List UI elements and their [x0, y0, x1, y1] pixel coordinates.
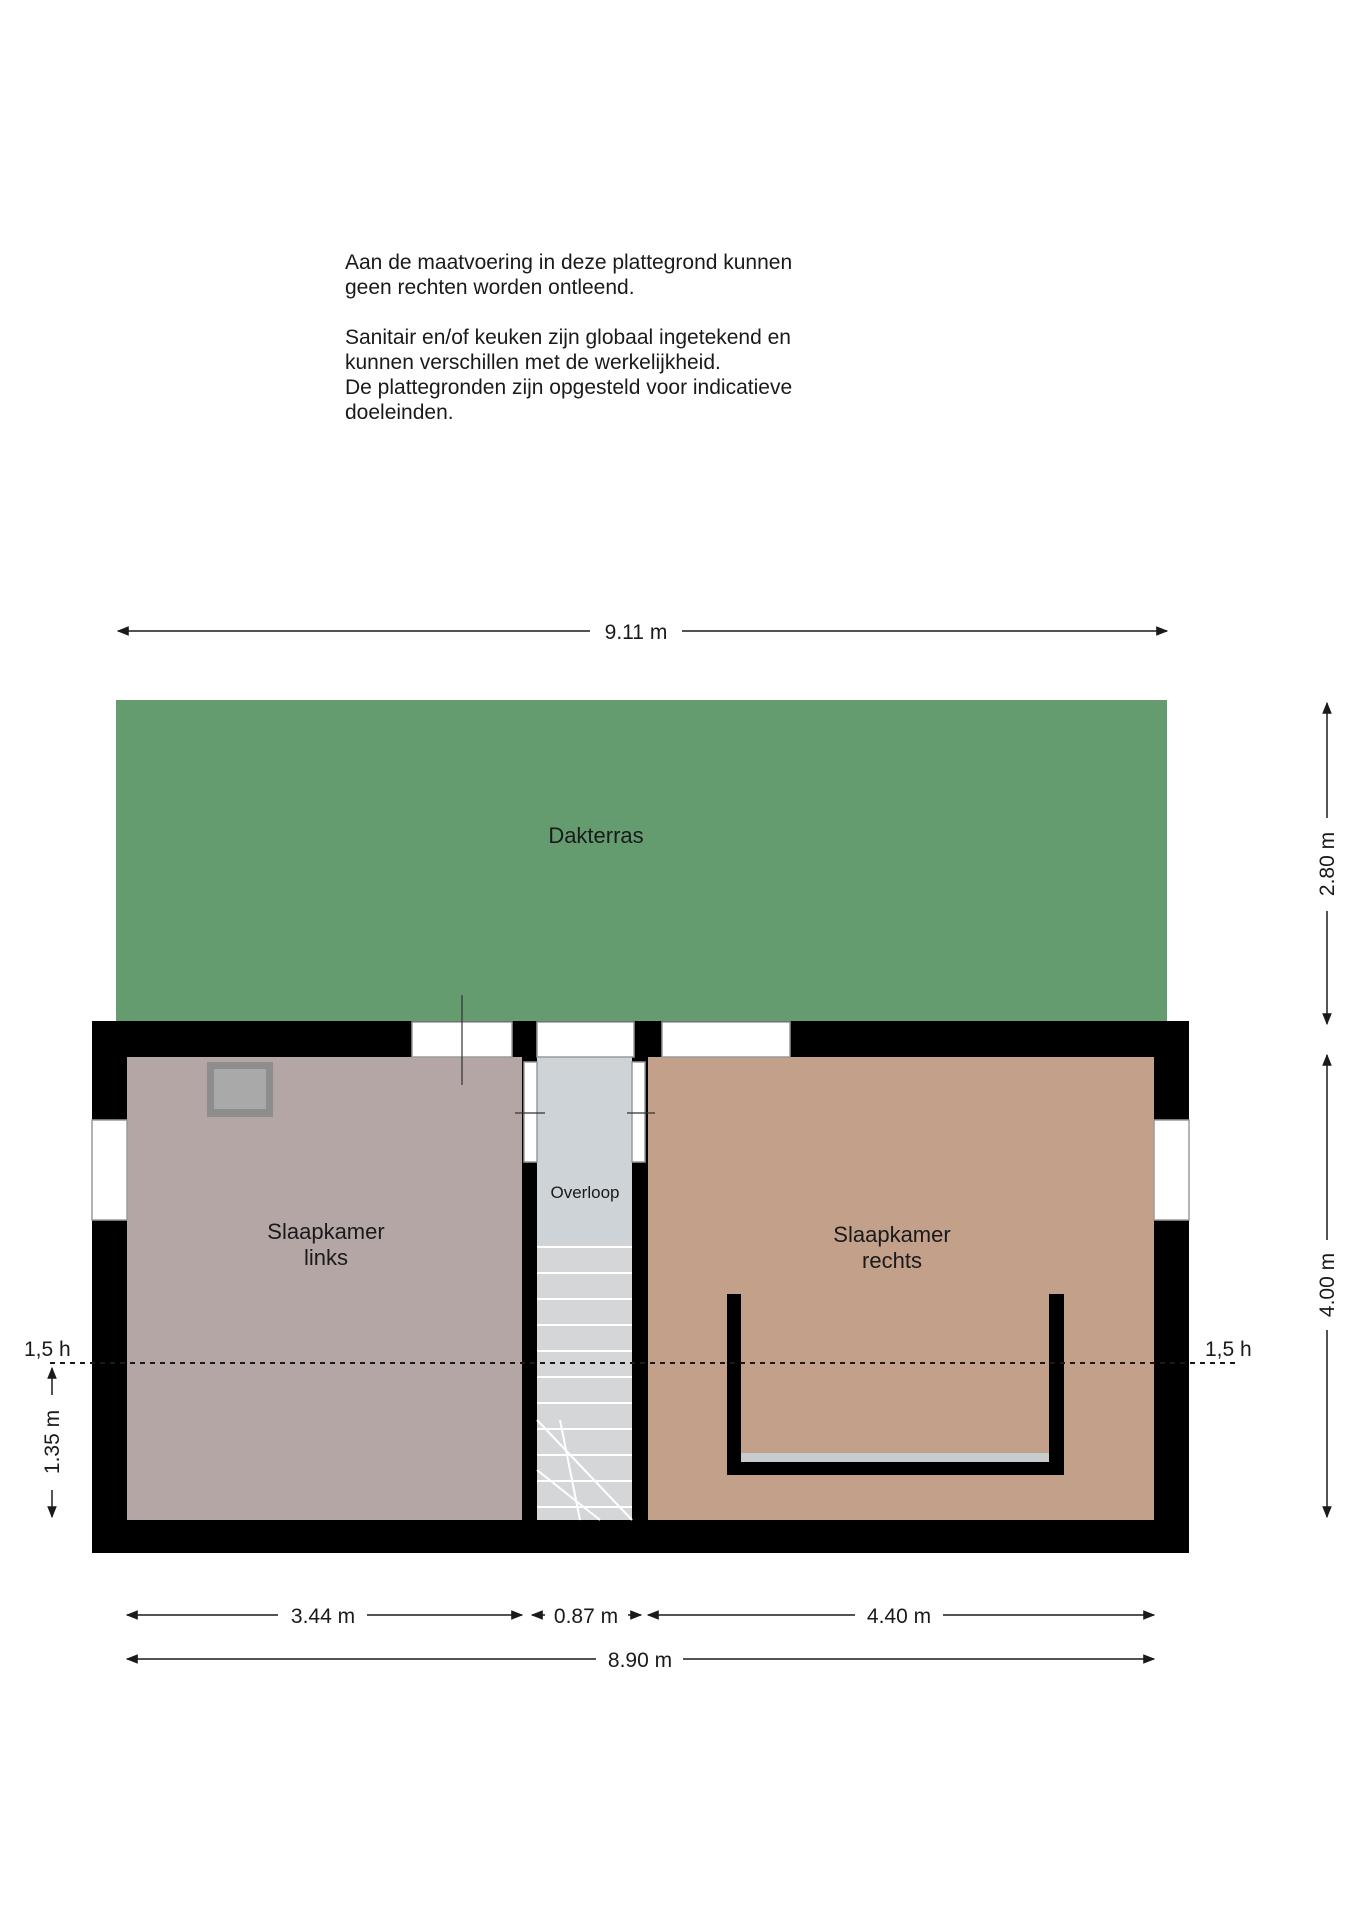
disclaimer-paragraph-1: Aan de maatvoering in deze plattegrond kunnen geen rechten worden ontleend.: [345, 251, 793, 299]
room-label-slaapkamer-links-2: links: [303, 1245, 349, 1270]
dim-label-bottom: 8.90 m: [607, 1649, 673, 1672]
dim-label-landing: 0.87 m: [553, 1605, 619, 1628]
window-landing-left: [524, 1062, 537, 1162]
room-label-slaapkamer-links-1: Slaapkamer: [267, 1219, 385, 1244]
dim-label-height-left: 1.35 m: [41, 1409, 64, 1475]
window-right: [1154, 1120, 1189, 1220]
room-label-overloop: Overloop: [550, 1183, 620, 1202]
dim-label-top: 9.11 m: [604, 621, 668, 644]
room-slaapkamer-links: [127, 1057, 522, 1520]
window-top-right: [662, 1022, 790, 1057]
staircase: [537, 1245, 632, 1520]
room-label-dakterras: Dakterras: [548, 823, 644, 848]
window-landing-right: [632, 1062, 645, 1162]
ceiling-height-right: 1,5 h: [1205, 1338, 1252, 1361]
dim-label-house: 4.00 m: [1316, 1252, 1339, 1318]
roof-terrace: [116, 700, 1167, 1022]
room-slaapkamer-rechts: [648, 1057, 1154, 1520]
window-left: [92, 1120, 127, 1220]
radiator-fixture: [207, 1062, 273, 1117]
room-label-slaapkamer-rechts-2: rechts: [862, 1248, 922, 1273]
window-top-middle: [537, 1022, 634, 1057]
disclaimer-paragraph-2: Sanitair en/of keuken zijn globaal ingetekend en kunnen verschillen met de werkelijkheid. De plattegronden zijn opgesteld voor indicatieve doeleinden.: [345, 326, 793, 424]
dim-label-room-right: 4.40 m: [866, 1605, 932, 1628]
room-label-slaapkamer-rechts-1: Slaapkamer: [833, 1222, 951, 1247]
dim-label-terrace: 2.80 m: [1316, 831, 1339, 897]
dim-label-room-left: 3.44 m: [290, 1605, 356, 1628]
ceiling-height-left: 1,5 h: [24, 1338, 71, 1361]
